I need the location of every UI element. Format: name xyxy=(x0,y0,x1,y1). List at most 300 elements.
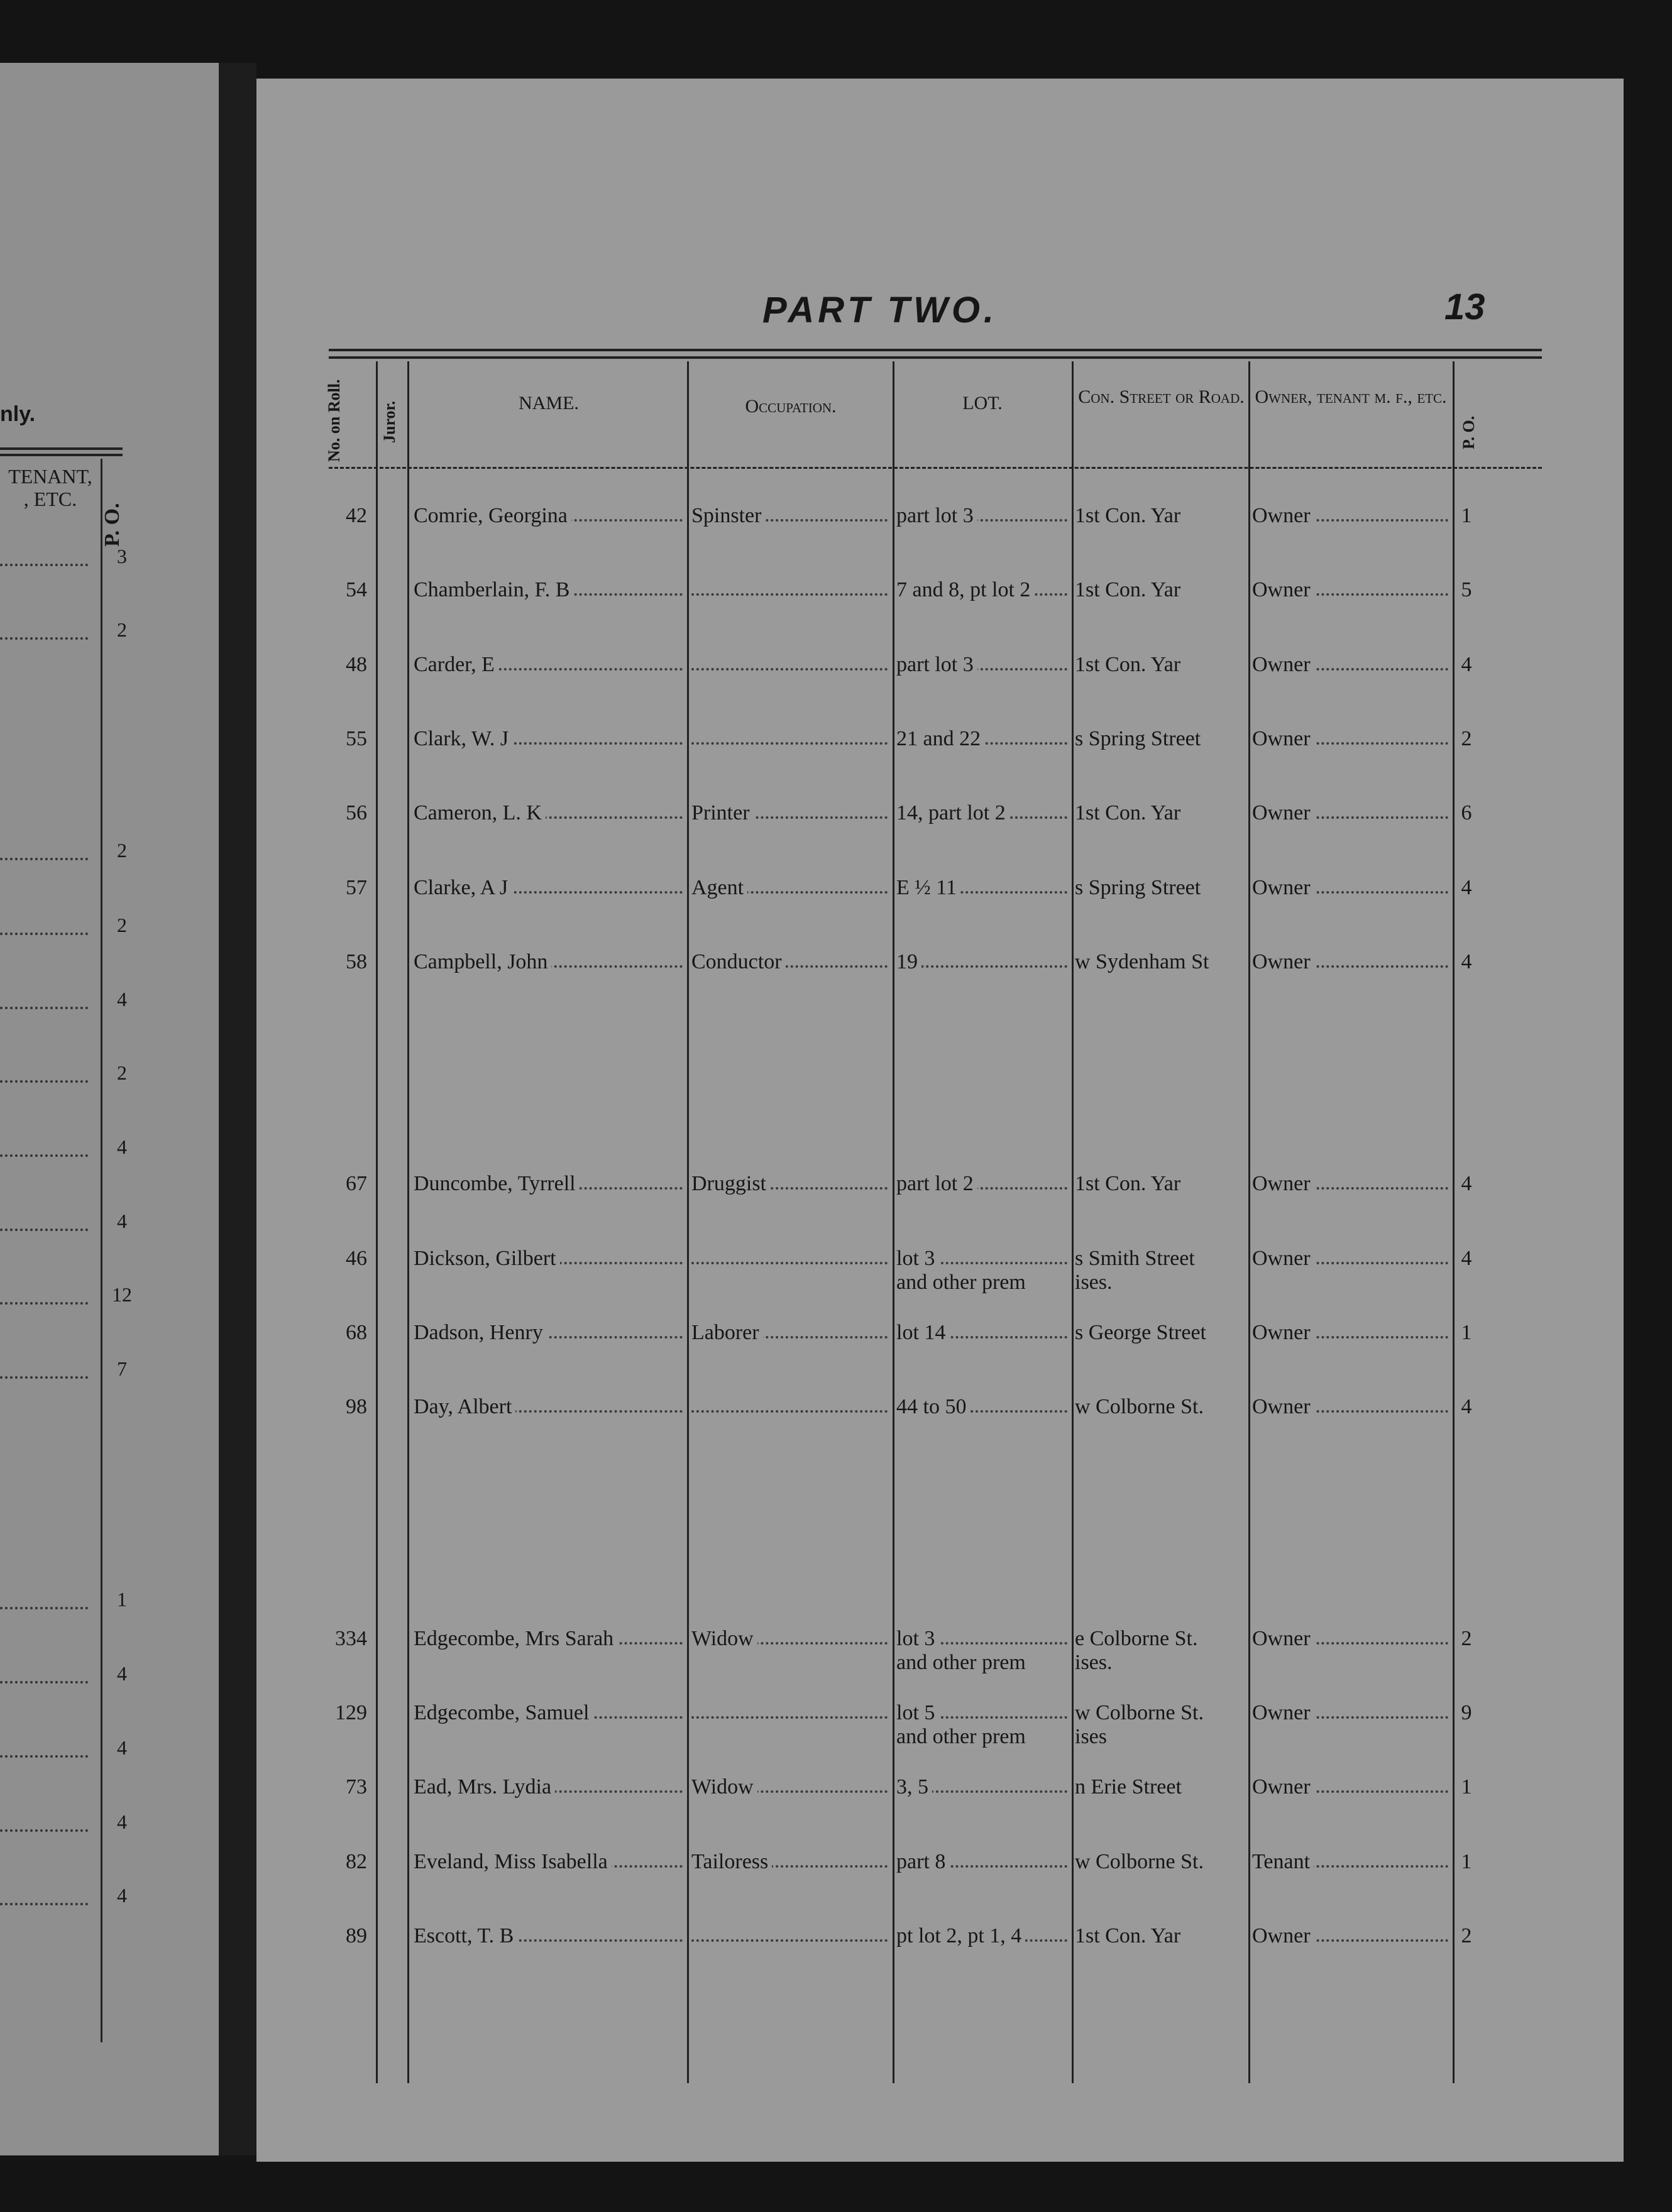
lot-cell xyxy=(896,875,1070,901)
left-po-row xyxy=(0,1736,138,1766)
name-cell-text: Comrie, Georgina xyxy=(414,504,571,527)
lot-cell-text: 21 and 22 xyxy=(896,727,984,750)
po-cell xyxy=(1456,875,1481,901)
owner-cell xyxy=(1252,577,1451,603)
owner-cell xyxy=(1252,652,1451,678)
left-po-value: 4 xyxy=(117,1136,127,1158)
po-cell-text: 1 xyxy=(1461,1775,1476,1799)
occupation-cell xyxy=(691,1320,890,1346)
leader-dots xyxy=(0,1288,88,1305)
name-cell-text: Dadson, Henry xyxy=(414,1321,547,1344)
street-cell xyxy=(1075,1923,1246,1949)
occupation-cell xyxy=(691,1774,890,1800)
name-cell-text: Campbell, John xyxy=(414,950,551,973)
header-top-rule xyxy=(329,356,1542,359)
con-street-header: Con. Street or Road. xyxy=(1078,386,1245,407)
left-tenant-header xyxy=(0,465,101,510)
occupation-cell xyxy=(691,875,890,901)
street-cell-text: e Colborne St. xyxy=(1075,1627,1201,1650)
street-continuation-text: ises. xyxy=(1075,1271,1116,1294)
occupation-cell xyxy=(691,800,890,826)
leader-dots xyxy=(0,844,88,860)
po-cell xyxy=(1456,949,1481,975)
roll-number-text: 98 xyxy=(346,1395,371,1418)
owner-cell-text: Owner xyxy=(1252,727,1314,750)
left-po-value: 4 xyxy=(117,1810,127,1833)
left-po-row xyxy=(0,1662,138,1692)
owner-cell xyxy=(1252,1700,1451,1726)
owner-cell-text: Owner xyxy=(1252,1627,1314,1650)
name-cell-text: Carder, E xyxy=(414,653,498,676)
owner-cell xyxy=(1252,1246,1451,1272)
street-cell xyxy=(1075,1626,1246,1652)
street-cell xyxy=(1075,1849,1246,1875)
name-cell-text: Duncombe, Tyrrell xyxy=(414,1172,580,1195)
lot-cell xyxy=(896,1246,1070,1272)
owner-cell xyxy=(1252,800,1451,826)
lot-cell xyxy=(896,1626,1070,1652)
name-cell xyxy=(414,652,685,678)
po-cell xyxy=(1456,1923,1481,1949)
occupation-cell-text: Conductor xyxy=(691,950,786,973)
po-cell xyxy=(1456,726,1481,752)
po-cell-text: 2 xyxy=(1461,727,1476,750)
street-cell-text: 1st Con. Yar xyxy=(1075,1172,1184,1195)
left-po-value: 3 xyxy=(117,545,127,567)
leader-dots xyxy=(0,1815,88,1832)
lot-continuation-text: and other prem xyxy=(896,1651,1030,1674)
lot-cell xyxy=(896,800,1070,826)
roll-number-text: 46 xyxy=(346,1247,371,1270)
left-po-row xyxy=(0,618,138,649)
name-cell-text: Escott, T. B xyxy=(414,1924,517,1947)
name-cell xyxy=(414,1320,685,1346)
name-cell xyxy=(414,726,685,752)
roll-number xyxy=(332,1246,371,1272)
owner-cell xyxy=(1252,1849,1451,1875)
lot-cell-text: pt lot 2, pt 1, 4 xyxy=(896,1924,1025,1947)
column-rule xyxy=(893,361,894,2083)
street-cell-text: s Smith Street xyxy=(1075,1247,1199,1270)
owner-cell xyxy=(1252,1626,1451,1652)
roll-number xyxy=(332,1626,371,1652)
street-cell-text: n Erie Street xyxy=(1075,1775,1185,1799)
occupation-cell xyxy=(691,577,890,603)
occupation-cell-text: Laborer xyxy=(691,1321,763,1344)
lot-cell-text: lot 3 xyxy=(896,1627,938,1650)
lot-cell-text: 3, 5 xyxy=(896,1775,932,1799)
book-gutter xyxy=(219,63,256,2155)
owner-cell-text: Owner xyxy=(1252,876,1314,899)
roll-number xyxy=(332,503,371,529)
street-continuation-text: ises xyxy=(1075,1725,1111,1748)
name-cell xyxy=(414,1774,685,1800)
street-cell-text: s George Street xyxy=(1075,1321,1210,1344)
lot-cell xyxy=(896,1923,1070,1949)
roll-number xyxy=(332,800,371,826)
roll-number-text: 56 xyxy=(346,801,371,824)
name-cell-text: Dickson, Gilbert xyxy=(414,1247,560,1270)
left-header-rule xyxy=(0,454,123,456)
street-cell xyxy=(1075,652,1246,678)
occupation-cell xyxy=(691,1171,890,1197)
column-rule xyxy=(407,361,409,2083)
roll-number-text: 68 xyxy=(346,1321,371,1344)
po-cell xyxy=(1456,503,1481,529)
leader-dots xyxy=(691,1939,888,1942)
po-cell xyxy=(1456,1394,1481,1420)
street-cell xyxy=(1075,1774,1246,1800)
owner-cell xyxy=(1252,726,1451,752)
occupation-cell xyxy=(691,1246,890,1272)
owner-cell-text: Owner xyxy=(1252,950,1314,973)
left-po-value: 12 xyxy=(112,1283,132,1306)
owner-cell xyxy=(1252,875,1451,901)
leader-dots xyxy=(691,1716,888,1719)
name-cell-text: Cameron, L. K xyxy=(414,801,546,824)
lot-cell xyxy=(896,1849,1070,1875)
name-cell xyxy=(414,1171,685,1197)
left-po-value: 4 xyxy=(117,1884,127,1907)
roll-number-text: 334 xyxy=(335,1627,371,1650)
occupation-cell-text: Tailoress xyxy=(691,1850,772,1873)
left-po-row xyxy=(0,839,138,869)
left-po-value: 1 xyxy=(117,1588,127,1611)
lot-cell-text: 14, part lot 2 xyxy=(896,801,1009,824)
lot-cell xyxy=(896,1171,1070,1197)
juror-header: Juror. xyxy=(380,400,399,443)
page-title: PART TWO. xyxy=(762,290,998,331)
lot-continuation-text: and other prem xyxy=(896,1271,1030,1294)
lot-cell-text: part lot 3 xyxy=(896,504,977,527)
street-cell xyxy=(1075,949,1246,975)
leader-dots xyxy=(0,1215,88,1231)
lot-header: LOT. xyxy=(962,393,1003,413)
page-number: 13 xyxy=(1444,287,1485,327)
name-cell-text: Day, Albert xyxy=(414,1395,515,1418)
roll-number xyxy=(332,1700,371,1726)
column-rule xyxy=(1453,361,1455,2083)
occupation-cell-text: Spinster xyxy=(691,504,765,527)
po-cell xyxy=(1456,1171,1481,1197)
owner-cell xyxy=(1252,1394,1451,1420)
street-cell xyxy=(1075,1320,1246,1346)
leader-dots xyxy=(0,1362,88,1379)
name-cell xyxy=(414,1394,685,1420)
leader-dots xyxy=(0,550,88,566)
po-cell-text: 2 xyxy=(1461,1924,1476,1947)
po-cell-text: 1 xyxy=(1461,1850,1476,1873)
name-cell xyxy=(414,1923,685,1949)
previous-page-strip xyxy=(0,63,219,2155)
lot-cell xyxy=(896,1774,1070,1800)
street-cell-text: 1st Con. Yar xyxy=(1075,578,1184,601)
left-column-rule xyxy=(101,459,102,2042)
lot-cell xyxy=(896,503,1070,529)
roll-number xyxy=(332,726,371,752)
street-cell xyxy=(1075,577,1246,603)
leader-dots xyxy=(0,1141,88,1157)
name-header: NAME. xyxy=(519,393,579,413)
owner-cell-text: Owner xyxy=(1252,1701,1314,1724)
roll-number xyxy=(332,875,371,901)
left-page-fragment: nly. xyxy=(0,402,36,426)
left-po-row xyxy=(0,1884,138,1914)
street-cell-text: w Colborne St. xyxy=(1075,1850,1207,1873)
owner-cell xyxy=(1252,1171,1451,1197)
left-po-row xyxy=(0,1588,138,1618)
left-po-value: 4 xyxy=(117,988,127,1010)
roll-number xyxy=(332,652,371,678)
leader-dots xyxy=(691,668,888,671)
occupation-cell-text: Widow xyxy=(691,1775,757,1799)
left-po-row xyxy=(0,1283,138,1313)
street-cell-text: s Spring Street xyxy=(1075,876,1204,899)
street-cell-text: 1st Con. Yar xyxy=(1075,801,1184,824)
left-header-rule xyxy=(0,447,123,450)
roll-number-text: 67 xyxy=(346,1172,371,1195)
occupation-cell xyxy=(691,949,890,975)
roll-number-text: 42 xyxy=(346,504,371,527)
name-cell-text: Clarke, A J xyxy=(414,876,512,899)
occupation-cell-text: Widow xyxy=(691,1627,757,1650)
po-cell xyxy=(1456,1320,1481,1346)
leader-dots xyxy=(0,993,88,1009)
lot-cell-text: lot 14 xyxy=(896,1321,949,1344)
owner-cell xyxy=(1252,949,1451,975)
lot-continuation xyxy=(896,1650,1070,1676)
name-cell-text: Ead, Mrs. Lydia xyxy=(414,1775,555,1799)
po-cell xyxy=(1456,577,1481,603)
owner-cell xyxy=(1252,503,1451,529)
po-cell-text: 1 xyxy=(1461,504,1476,527)
roll-number xyxy=(332,1171,371,1197)
column-rule xyxy=(1072,361,1074,2083)
leader-dots xyxy=(691,742,888,745)
occupation-cell xyxy=(691,726,890,752)
roll-number-text: 55 xyxy=(346,727,371,750)
left-po-value: 2 xyxy=(117,914,127,936)
street-continuation-text: ises. xyxy=(1075,1651,1116,1674)
occupation-header: Occupation. xyxy=(745,396,837,417)
po-cell-text: 5 xyxy=(1461,578,1476,601)
header-bottom-rule xyxy=(329,467,1542,469)
occupation-cell xyxy=(691,1923,890,1949)
po-cell xyxy=(1456,1774,1481,1800)
lot-cell-text: part lot 3 xyxy=(896,653,977,676)
street-cell xyxy=(1075,1246,1246,1272)
owner-cell-text: Owner xyxy=(1252,1395,1314,1418)
po-cell-text: 4 xyxy=(1461,1247,1476,1270)
street-cell-text: 1st Con. Yar xyxy=(1075,504,1184,527)
occupation-cell-text: Agent xyxy=(691,876,747,899)
leader-dots xyxy=(691,593,888,596)
street-continuation xyxy=(1075,1650,1246,1676)
lot-cell-text: lot 5 xyxy=(896,1701,938,1724)
left-po-value: 4 xyxy=(117,1210,127,1232)
column-rule xyxy=(1248,361,1250,2083)
occupation-cell xyxy=(691,503,890,529)
street-cell xyxy=(1075,503,1246,529)
name-cell xyxy=(414,1246,685,1272)
owner-cell-text: Owner xyxy=(1252,1775,1314,1799)
street-cell-text: w Sydenham St xyxy=(1075,950,1213,973)
lot-cell-text: part lot 2 xyxy=(896,1172,977,1195)
roll-number xyxy=(332,1774,371,1800)
po-cell-text: 4 xyxy=(1461,1395,1476,1418)
po-cell xyxy=(1456,652,1481,678)
lot-cell xyxy=(896,949,1070,975)
owner-cell-text: Tenant xyxy=(1252,1850,1314,1873)
roll-number xyxy=(332,949,371,975)
street-continuation xyxy=(1075,1269,1246,1296)
lot-continuation xyxy=(896,1269,1070,1296)
owner-cell-text: Owner xyxy=(1252,1247,1314,1270)
owner-cell-text: Owner xyxy=(1252,1924,1314,1947)
leader-dots xyxy=(0,1889,88,1905)
lot-cell xyxy=(896,652,1070,678)
street-cell xyxy=(1075,800,1246,826)
name-cell xyxy=(414,949,685,975)
occupation-cell-text: Druggist xyxy=(691,1172,770,1195)
street-cell-text: w Colborne St. xyxy=(1075,1701,1207,1724)
left-po-row xyxy=(0,914,138,944)
roll-number-text: 82 xyxy=(346,1850,371,1873)
name-cell-text: Eveland, Miss Isabella xyxy=(414,1850,612,1873)
name-cell xyxy=(414,1626,685,1652)
lot-cell-text: E ½ 11 xyxy=(896,876,960,899)
po-cell xyxy=(1456,800,1481,826)
lot-cell-text: part 8 xyxy=(896,1850,949,1873)
po-cell xyxy=(1456,1700,1481,1726)
owner-cell xyxy=(1252,1320,1451,1346)
po-cell-text: 4 xyxy=(1461,653,1476,676)
leader-dots xyxy=(691,1410,888,1413)
roll-number-text: 54 xyxy=(346,578,371,601)
po-cell-text: 4 xyxy=(1461,950,1476,973)
left-po-value: 2 xyxy=(117,839,127,862)
owner-cell xyxy=(1252,1923,1451,1949)
roll-number-text: 58 xyxy=(346,950,371,973)
roll-number xyxy=(332,577,371,603)
roll-number xyxy=(332,1849,371,1875)
street-cell-text: w Colborne St. xyxy=(1075,1395,1207,1418)
po-cell-text: 4 xyxy=(1461,1172,1476,1195)
column-rule xyxy=(376,361,378,2083)
po-cell-text: 1 xyxy=(1461,1321,1476,1344)
left-po-row xyxy=(0,1136,138,1166)
name-cell xyxy=(414,503,685,529)
street-cell xyxy=(1075,875,1246,901)
name-cell-text: Edgecombe, Mrs Sarah xyxy=(414,1627,617,1650)
left-po-value: 4 xyxy=(117,1662,127,1685)
left-po-value: 7 xyxy=(117,1357,127,1380)
leader-dots xyxy=(0,1741,88,1758)
street-continuation xyxy=(1075,1724,1246,1750)
left-po-row xyxy=(0,1810,138,1841)
po-cell xyxy=(1456,1246,1481,1272)
leader-dots xyxy=(0,1066,88,1083)
roll-number xyxy=(332,1320,371,1346)
roll-number-text: 89 xyxy=(346,1924,371,1947)
owner-cell-text: Owner xyxy=(1252,504,1314,527)
leader-dots xyxy=(896,965,1067,968)
name-cell xyxy=(414,577,685,603)
name-cell xyxy=(414,1700,685,1726)
left-po-header: P. O. xyxy=(101,503,124,547)
left-po-row xyxy=(0,1210,138,1240)
roll-page xyxy=(256,79,1624,2162)
leader-dots xyxy=(0,623,88,640)
po-cell xyxy=(1456,1626,1481,1652)
occupation-cell xyxy=(691,652,890,678)
left-po-value: 2 xyxy=(117,1061,127,1084)
occupation-cell xyxy=(691,1394,890,1420)
roll-number-text: 129 xyxy=(335,1701,371,1724)
column-rule xyxy=(687,361,689,2083)
lot-cell-text: 7 and 8, pt lot 2 xyxy=(896,578,1034,601)
roll-number-header: No. on Roll. xyxy=(325,379,343,462)
name-cell-text: Edgecombe, Samuel xyxy=(414,1701,593,1724)
po-cell-text: 9 xyxy=(1461,1701,1476,1724)
roll-number-text: 48 xyxy=(346,653,371,676)
street-cell xyxy=(1075,1171,1246,1197)
owner-cell-text: Owner xyxy=(1252,653,1314,676)
name-cell-text: Chamberlain, F. B xyxy=(414,578,573,601)
street-cell xyxy=(1075,1700,1246,1726)
left-header-line: TENANT, xyxy=(8,465,92,488)
po-cell-text: 6 xyxy=(1461,801,1476,824)
left-po-row xyxy=(0,1061,138,1092)
lot-cell xyxy=(896,1700,1070,1726)
leader-dots xyxy=(691,1262,888,1264)
street-cell-text: s Spring Street xyxy=(1075,727,1204,750)
street-cell-text: 1st Con. Yar xyxy=(1075,1924,1184,1947)
leader-dots xyxy=(0,1667,88,1684)
po-cell-text: 2 xyxy=(1461,1627,1476,1650)
lot-cell-text: 19 xyxy=(896,950,921,973)
lot-cell-text: lot 3 xyxy=(896,1247,938,1270)
street-cell xyxy=(1075,1394,1246,1420)
lot-cell xyxy=(896,1394,1070,1420)
name-cell xyxy=(414,800,685,826)
street-cell xyxy=(1075,726,1246,752)
name-cell xyxy=(414,875,685,901)
po-cell-text: 4 xyxy=(1461,876,1476,899)
roll-number xyxy=(332,1394,371,1420)
street-cell-text: 1st Con. Yar xyxy=(1075,653,1184,676)
roll-number-text: 73 xyxy=(346,1775,371,1799)
left-po-value: 2 xyxy=(117,618,127,641)
owner-cell-text: Owner xyxy=(1252,578,1314,601)
name-cell xyxy=(414,1849,685,1875)
occupation-cell xyxy=(691,1626,890,1652)
leader-dots xyxy=(0,919,88,935)
left-header-line: , ETC. xyxy=(23,488,77,510)
po-cell xyxy=(1456,1849,1481,1875)
roll-number-text: 57 xyxy=(346,876,371,899)
occupation-cell-text: Printer xyxy=(691,801,754,824)
roll-number xyxy=(332,1923,371,1949)
occupation-cell xyxy=(691,1700,890,1726)
lot-cell xyxy=(896,726,1070,752)
header-top-rule xyxy=(329,349,1542,351)
owner-cell-text: Owner xyxy=(1252,1321,1314,1344)
owner-header: Owner, tenant m. f., etc. xyxy=(1255,386,1447,407)
po-header: P. O. xyxy=(1460,415,1478,449)
name-cell-text: Clark, W. J xyxy=(414,727,512,750)
occupation-cell xyxy=(691,1849,890,1875)
